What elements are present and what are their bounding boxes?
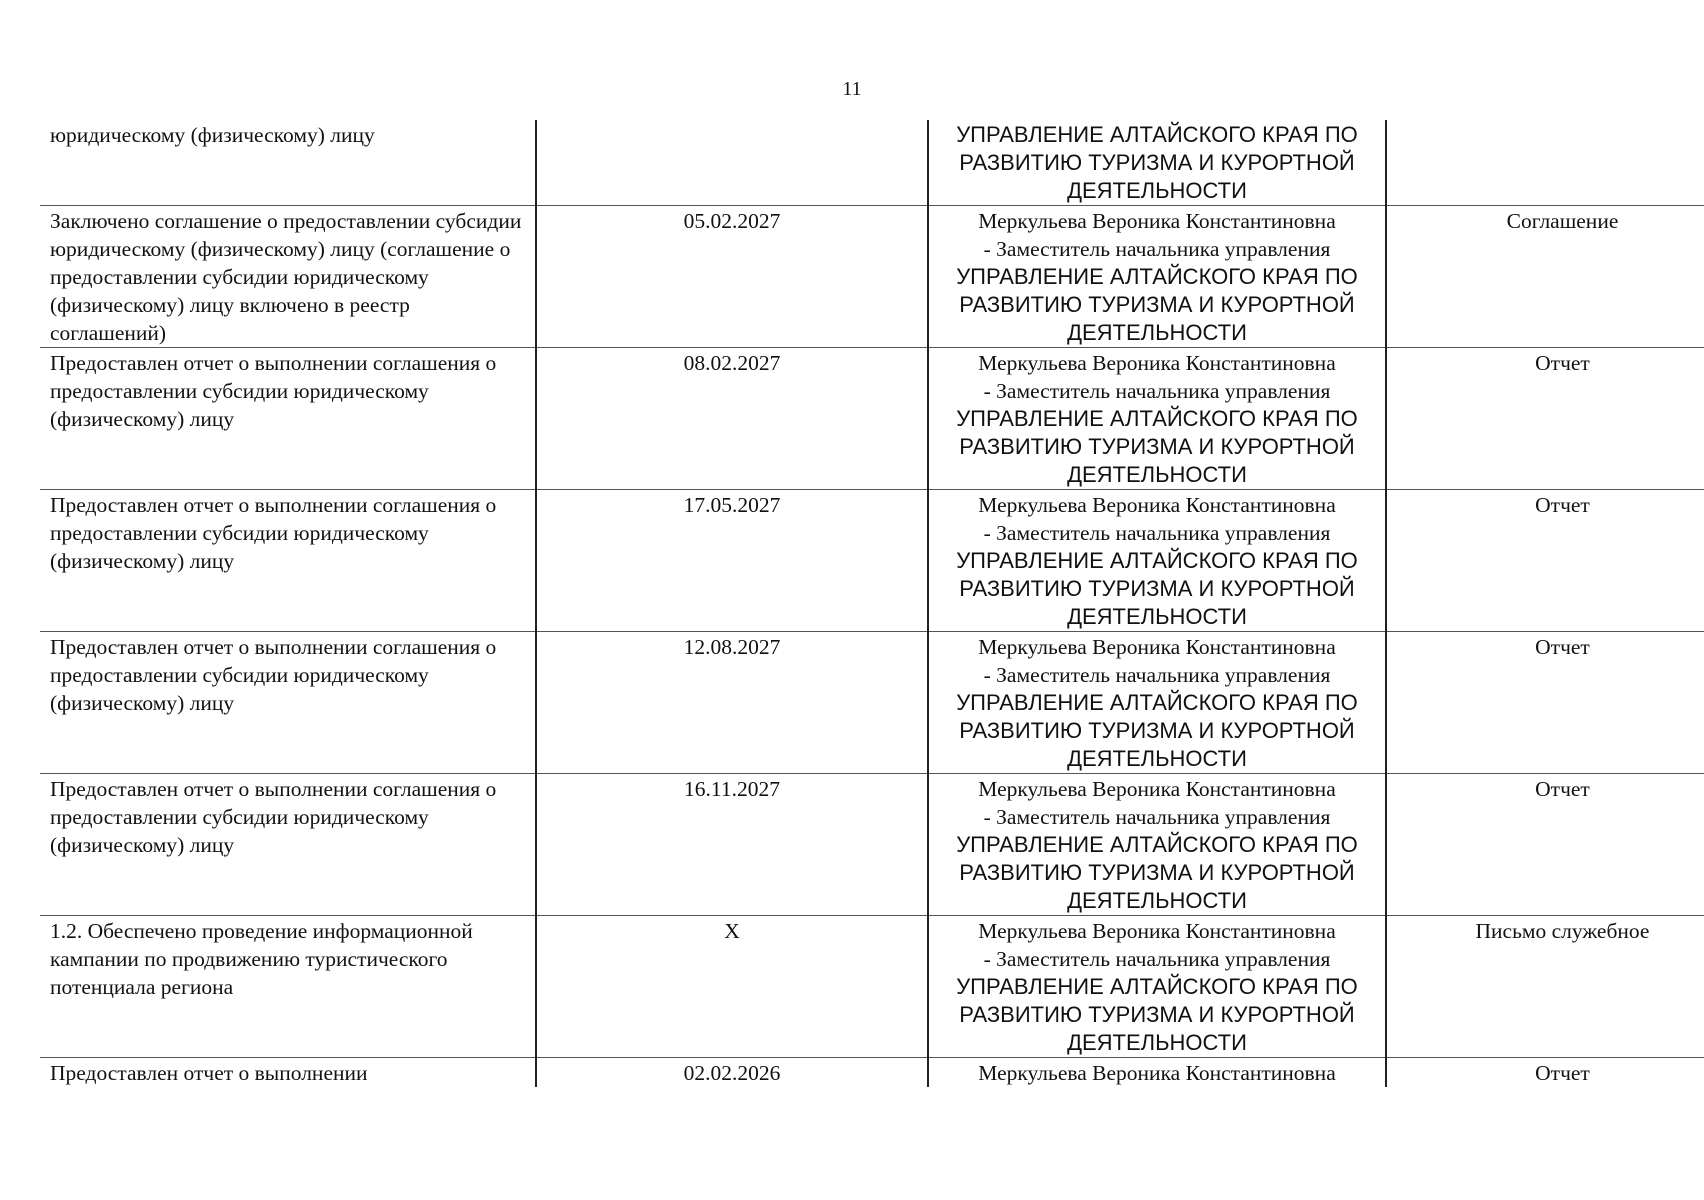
- event-cell: Предоставлен отчет о выполнении соглашения о предоставлении субсидии юридическому (физическому) лицу: [40, 348, 536, 490]
- date-cell: 17.05.2027: [536, 490, 928, 632]
- responsible-cell: [928, 1058, 1386, 1088]
- responsible-cell: [928, 490, 1386, 632]
- document-cell: Отчет: [1386, 1058, 1704, 1088]
- event-cell: Предоставлен отчет о выполнении: [40, 1058, 536, 1088]
- responsible-name: Меркульева Вероника Константиновна: [978, 351, 1336, 375]
- table-row: [40, 916, 1704, 1058]
- responsible-name: Меркульева Вероника Константиновна: [978, 777, 1336, 801]
- document-cell: [1386, 120, 1704, 206]
- document-cell: Письмо служебное: [1386, 916, 1704, 1058]
- table-row: [40, 1058, 1704, 1088]
- responsible-cell: [928, 916, 1386, 1058]
- responsible-org: УПРАВЛЕНИЕ АЛТАЙСКОГО КРАЯ ПО РАЗВИТИЮ ТУРИЗМА И КУРОРТНОЙ ДЕЯТЕЛЬНОСТИ: [956, 122, 1358, 203]
- date-cell: 02.02.2026: [536, 1058, 928, 1088]
- responsible-org: УПРАВЛЕНИЕ АЛТАЙСКОГО КРАЯ ПО РАЗВИТИЮ ТУРИЗМА И КУРОРТНОЙ ДЕЯТЕЛЬНОСТИ: [956, 548, 1358, 629]
- responsible-cell: [928, 120, 1386, 206]
- responsible-cell: [928, 632, 1386, 774]
- responsible-cell: [928, 206, 1386, 348]
- event-cell: Предоставлен отчет о выполнении соглашения о предоставлении субсидии юридическому (физическому) лицу: [40, 490, 536, 632]
- date-cell: 16.11.2027: [536, 774, 928, 916]
- event-cell: 1.2. Обеспечено проведение информационной кампании по продвижению туристического потенциала региона: [40, 916, 536, 1058]
- responsible-position: - Заместитель начальника управления: [983, 379, 1331, 403]
- table-row: [40, 206, 1704, 348]
- document-cell: Отчет: [1386, 774, 1704, 916]
- table-row: [40, 348, 1704, 490]
- responsible-cell: [928, 348, 1386, 490]
- event-cell: Заключено соглашение о предоставлении субсидии юридическому (физическому) лицу (соглашение о предоставлении субсидии юридическому (физическому) лицу включено в реестр соглашений): [40, 206, 536, 348]
- date-cell: 05.02.2027: [536, 206, 928, 348]
- document-cell: Отчет: [1386, 348, 1704, 490]
- document-cell: Соглашение: [1386, 206, 1704, 348]
- responsible-name: Меркульева Вероника Константиновна: [978, 209, 1336, 233]
- responsible-org: УПРАВЛЕНИЕ АЛТАЙСКОГО КРАЯ ПО РАЗВИТИЮ ТУРИЗМА И КУРОРТНОЙ ДЕЯТЕЛЬНОСТИ: [956, 832, 1358, 913]
- table-row: [40, 774, 1704, 916]
- responsible-position: - Заместитель начальника управления: [983, 237, 1331, 261]
- responsible-name: Меркульева Вероника Константиновна: [978, 919, 1336, 943]
- event-cell: Предоставлен отчет о выполнении соглашения о предоставлении субсидии юридическому (физическому) лицу: [40, 774, 536, 916]
- date-cell: [536, 120, 928, 206]
- date-cell: X: [536, 916, 928, 1058]
- table-row: [40, 490, 1704, 632]
- event-cell: Предоставлен отчет о выполнении соглашения о предоставлении субсидии юридическому (физическому) лицу: [40, 632, 536, 774]
- responsible-name: Меркульева Вероника Константиновна: [978, 635, 1336, 659]
- responsible-position: - Заместитель начальника управления: [983, 521, 1331, 545]
- date-cell: 08.02.2027: [536, 348, 928, 490]
- responsible-position: - Заместитель начальника управления: [983, 947, 1331, 971]
- event-cell: юридическому (физическому) лицу: [40, 120, 536, 206]
- responsible-position: - Заместитель начальника управления: [983, 805, 1331, 829]
- document-cell: Отчет: [1386, 490, 1704, 632]
- document-cell: Отчет: [1386, 632, 1704, 774]
- responsible-name: Меркульева Вероника Константиновна: [978, 1061, 1336, 1085]
- control-points-table: [40, 120, 1704, 1087]
- table-row: [40, 120, 1704, 206]
- page-number: 11: [842, 78, 862, 100]
- responsible-org: УПРАВЛЕНИЕ АЛТАЙСКОГО КРАЯ ПО РАЗВИТИЮ ТУРИЗМА И КУРОРТНОЙ ДЕЯТЕЛЬНОСТИ: [956, 406, 1358, 487]
- responsible-name: Меркульева Вероника Константиновна: [978, 493, 1336, 517]
- responsible-cell: [928, 774, 1386, 916]
- responsible-org: УПРАВЛЕНИЕ АЛТАЙСКОГО КРАЯ ПО РАЗВИТИЮ ТУРИЗМА И КУРОРТНОЙ ДЕЯТЕЛЬНОСТИ: [956, 264, 1358, 345]
- responsible-org: УПРАВЛЕНИЕ АЛТАЙСКОГО КРАЯ ПО РАЗВИТИЮ ТУРИЗМА И КУРОРТНОЙ ДЕЯТЕЛЬНОСТИ: [956, 974, 1358, 1055]
- responsible-org: УПРАВЛЕНИЕ АЛТАЙСКОГО КРАЯ ПО РАЗВИТИЮ ТУРИЗМА И КУРОРТНОЙ ДЕЯТЕЛЬНОСТИ: [956, 690, 1358, 771]
- responsible-position: - Заместитель начальника управления: [983, 663, 1331, 687]
- date-cell: 12.08.2027: [536, 632, 928, 774]
- table-row: [40, 632, 1704, 774]
